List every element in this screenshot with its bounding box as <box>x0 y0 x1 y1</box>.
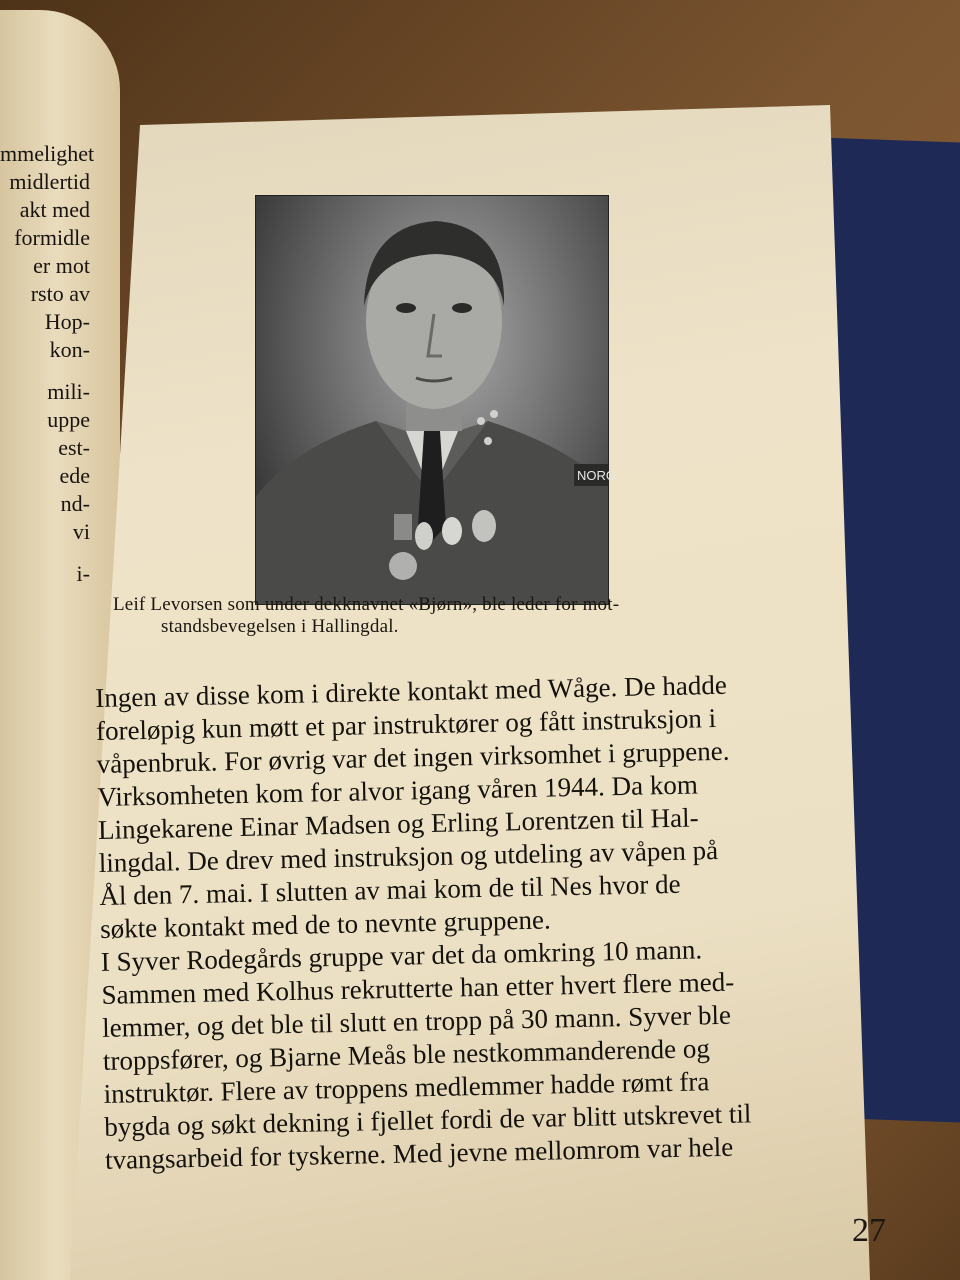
body-line: bygda og søkt dekning i fjellet fordi de var blitt utskrevet til <box>104 1098 752 1142</box>
body-text <box>95 665 925 1177</box>
left-line: mmelighet <box>0 141 95 166</box>
left-line: i- <box>76 561 90 586</box>
body-line: Lingekarene Einar Madsen og Erling Lorentzen til Hal- <box>97 802 699 845</box>
left-line: mili- <box>47 379 90 404</box>
left-line: nd- <box>60 491 90 516</box>
body-line: tvangsarbeid for tyskerne. Med jevne mellomrom var hele <box>104 1131 734 1175</box>
left-line: kon- <box>49 337 90 362</box>
page-number: 27 <box>852 1212 886 1249</box>
body-line: I Syver Rodegårds gruppe var det da omkring 10 mann. <box>100 934 703 977</box>
left-line: ede <box>59 463 90 488</box>
body-line: våpenbruk. For øvrig var det ingen virksomhet i gruppene. <box>96 735 730 779</box>
body-line: Ingen av disse kom i direkte kontakt med Wåge. De hadde <box>95 669 728 713</box>
sleeve-patch-text: NORG <box>577 468 616 483</box>
body-line: troppsfører, og Bjarne Meås ble nestkommanderende og <box>102 1033 711 1076</box>
left-line: akt med <box>19 197 90 222</box>
left-line: Hop- <box>44 309 90 334</box>
body-line: lemmer, og det ble til slutt en tropp på 30 mann. Syver ble <box>101 999 732 1043</box>
left-page-text <box>0 140 95 588</box>
body-line: Ål den 7. mai. I slutten av mai kom de til Nes hvor de <box>99 868 681 911</box>
body-line: Sammen med Kolhus rekrutterte han etter hvert flere med- <box>101 966 735 1010</box>
left-line: vi <box>72 519 90 544</box>
portrait-photo <box>255 195 616 605</box>
body-line: lingdal. De drev med instruksjon og utdeling av våpen på <box>98 834 719 878</box>
body-line: foreløpig kun møtt et par instruktører og fått instruksjon i <box>95 703 717 746</box>
left-line: rsto av <box>30 281 90 306</box>
body-line: Virksomheten kom for alvor igang våren 1944. Da kom <box>97 769 699 812</box>
left-line: er mot <box>33 253 90 278</box>
left-line: uppe <box>47 407 90 432</box>
body-line: søkte kontakt med de to nevnte gruppene. <box>99 904 552 944</box>
body-line: instruktør. Flere av troppens medlemmer hadde rømt fra <box>103 1066 710 1109</box>
left-line: est- <box>58 435 90 460</box>
caption-line-1: Leif Levorsen som under dekknavnet «Bjørn», ble leder for mot- <box>113 594 620 615</box>
caption-line-2: standsbevegelsen i Hallingdal. <box>161 616 399 637</box>
portrait-illustration <box>256 196 616 604</box>
photo-caption <box>113 594 793 638</box>
left-line: midlertid <box>9 169 90 194</box>
left-line: formidle <box>14 225 90 250</box>
